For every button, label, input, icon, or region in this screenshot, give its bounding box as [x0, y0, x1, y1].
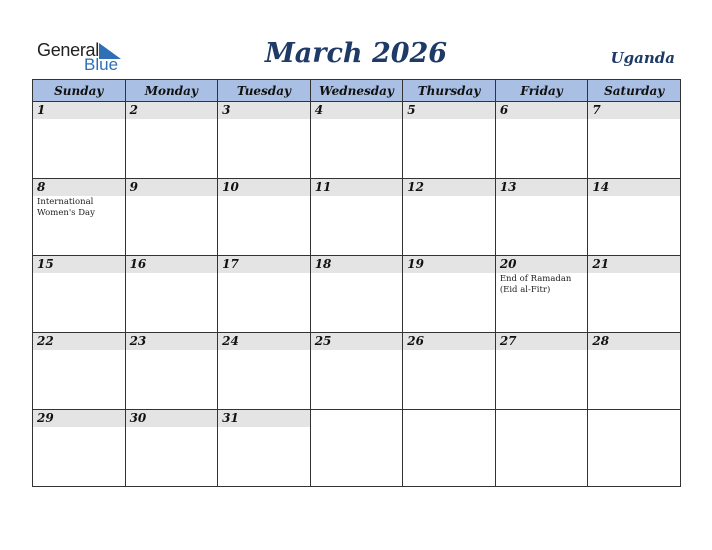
day-cell [33, 410, 126, 487]
calendar-title: March 2026 [264, 38, 448, 69]
day-cell [403, 410, 496, 487]
day-number: 6 [496, 102, 588, 119]
week-row [33, 102, 681, 179]
weekday-wednesday: Wednesday [310, 80, 403, 102]
weekday-header-row [33, 80, 681, 102]
day-cell [495, 410, 588, 487]
day-number: 5 [403, 102, 495, 119]
day-number: 9 [126, 179, 218, 196]
day-cell [33, 102, 126, 179]
day-cell [588, 179, 681, 256]
day-number: 22 [33, 333, 125, 350]
day-cell [218, 410, 311, 487]
day-number: 4 [311, 102, 403, 119]
week-row [33, 256, 681, 333]
day-cell [310, 410, 403, 487]
logo-text-blue: Blue [84, 55, 119, 74]
day-number: 30 [126, 410, 218, 427]
logo-text-general: General [37, 40, 99, 60]
day-cell [403, 179, 496, 256]
day-number: 19 [403, 256, 495, 273]
day-number: 21 [588, 256, 680, 273]
day-number: 31 [218, 410, 310, 427]
weekday-sunday: Sunday [33, 80, 126, 102]
day-number: 26 [403, 333, 495, 350]
day-number: 23 [126, 333, 218, 350]
day-cell [125, 410, 218, 487]
day-cell [218, 256, 311, 333]
day-cell [495, 102, 588, 179]
day-cell [403, 102, 496, 179]
day-number: 7 [588, 102, 680, 119]
week-row [33, 410, 681, 487]
day-cell [33, 179, 126, 256]
day-number: 16 [126, 256, 218, 273]
week-row [33, 179, 681, 256]
day-cell [310, 179, 403, 256]
day-number: 27 [496, 333, 588, 350]
day-cell [588, 102, 681, 179]
day-number: 10 [218, 179, 310, 196]
day-number: 24 [218, 333, 310, 350]
day-cell [588, 410, 681, 487]
day-number: 17 [218, 256, 310, 273]
holiday-event: International Women's Day [37, 197, 95, 218]
day-number: 2 [126, 102, 218, 119]
calendar-grid [32, 79, 681, 487]
weekday-tuesday: Tuesday [218, 80, 311, 102]
day-cell [310, 256, 403, 333]
day-cell [125, 256, 218, 333]
day-cell [218, 102, 311, 179]
day-cell [310, 333, 403, 410]
day-cell [588, 333, 681, 410]
weekday-thursday: Thursday [403, 80, 496, 102]
week-row [33, 333, 681, 410]
day-cell [33, 256, 126, 333]
day-cell [125, 102, 218, 179]
day-number: 1 [33, 102, 125, 119]
holiday-event: End of Ramadan (Eid al-Fitr) [499, 274, 572, 295]
day-cell [495, 333, 588, 410]
weekday-saturday: Saturday [588, 80, 681, 102]
day-cell [403, 333, 496, 410]
country-label: Uganda [610, 49, 675, 67]
weekday-monday: Monday [125, 80, 218, 102]
day-cell [125, 179, 218, 256]
day-number: 8 [33, 179, 125, 196]
day-cell [218, 179, 311, 256]
day-number: 28 [588, 333, 680, 350]
day-number: 14 [588, 179, 680, 196]
day-number: 29 [33, 410, 125, 427]
day-number: 20 [496, 256, 588, 273]
day-number: 3 [218, 102, 310, 119]
day-cell [33, 333, 126, 410]
day-number: 12 [403, 179, 495, 196]
day-number: 25 [311, 333, 403, 350]
day-cell [495, 256, 588, 333]
day-number: 18 [311, 256, 403, 273]
day-number: 11 [311, 179, 403, 196]
day-number: 13 [496, 179, 588, 196]
day-cell [495, 179, 588, 256]
weekday-friday: Friday [495, 80, 588, 102]
day-cell [125, 333, 218, 410]
day-number: 15 [33, 256, 125, 273]
day-cell [310, 102, 403, 179]
day-cell [588, 256, 681, 333]
day-cell [403, 256, 496, 333]
day-cell [218, 333, 311, 410]
